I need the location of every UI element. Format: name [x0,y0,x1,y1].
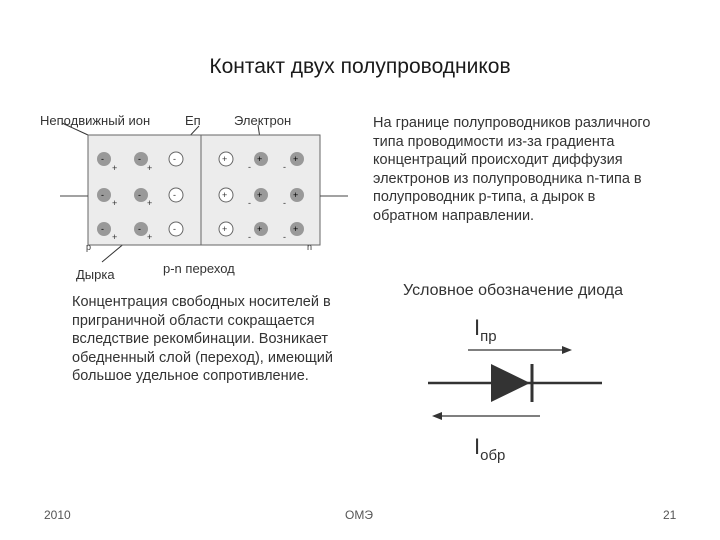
paragraph-line: полупроводник p-типа, а дырок в [373,189,596,205]
paragraph-line: типа проводимости из-за градиента [373,133,615,150]
paragraph-line: На границе полупроводников различного [373,115,651,131]
svg-text:-: - [138,190,141,200]
svg-text:-: - [138,224,141,234]
svg-text:+: + [293,154,299,164]
svg-text:+: + [293,224,299,234]
semiconductor-box [88,135,320,245]
acceptor-ion [97,188,111,202]
svg-text:-: - [173,190,176,200]
svg-text:+: + [293,190,299,200]
svg-text:-: - [283,198,286,208]
acceptor-ion [134,222,148,236]
svg-text:-: - [101,190,104,200]
svg-text:-: - [138,154,141,164]
acceptor-ion [169,188,183,202]
footer-center: ОМЭ [345,508,373,522]
paragraph-line: Концентрация свободных носителей в [72,294,331,310]
junction-label: p-n переход [163,261,235,276]
paragraph-line: обедненный слой (переход), имеющий [72,349,333,366]
svg-text:-: - [173,154,176,164]
paragraph-line: обратном направлении. [373,207,535,224]
svg-text:+: + [257,224,263,234]
left-paragraph [72,293,362,386]
svg-text:-: - [248,232,251,242]
forward-current-label [474,316,497,343]
current-symbol: I [474,315,481,340]
diode-heading: Условное обозначение диода [403,282,623,299]
diode-symbol [428,346,602,420]
paragraph-line: вследствие рекомбинации. Возникает [72,331,329,347]
paragraph-line: приграничной области сокращается [72,312,315,329]
svg-text:+: + [222,154,228,164]
svg-text:+: + [147,232,153,242]
svg-text:+: + [257,154,263,164]
reverse-current-label [474,435,505,462]
svg-text:-: - [248,162,251,172]
current-symbol: I [474,434,481,459]
paragraph-line: концентраций происходит диффузия [373,152,623,168]
svg-text:-: - [283,162,286,172]
current-subscript: обр [480,447,506,464]
svg-text:+: + [222,190,228,200]
svg-text:+: + [222,224,228,234]
svg-text:-: - [101,224,104,234]
hole-label: Дырка [76,267,115,282]
svg-text:-: - [173,224,176,234]
right-paragraph [373,114,673,225]
acceptor-ion [97,222,111,236]
forward-arrow-head [562,346,572,354]
page-number: 21 [663,508,677,522]
acceptor-ion [169,222,183,236]
n-region-label: n [307,242,313,252]
svg-text:+: + [147,198,153,208]
acceptor-ion [97,152,111,166]
slide-title: Контакт двух полупроводников [209,55,511,78]
svg-text:+: + [257,190,263,200]
reverse-arrow-head [432,412,442,420]
svg-text:+: + [147,163,153,173]
acceptor-ion [134,188,148,202]
svg-text:-: - [283,232,286,242]
field-label: Еп [185,113,201,128]
p-region-label: p [86,242,92,252]
svg-text:+: + [112,163,118,173]
svg-text:+: + [112,232,118,242]
footer-year: 2010 [44,508,71,522]
paragraph-line: большое удельное сопротивление. [72,368,309,384]
svg-text:-: - [101,154,104,164]
svg-text:+: + [112,198,118,208]
acceptor-ion [169,152,183,166]
fixed-ion-label: Неподвижный ион [40,113,151,128]
paragraph-line: электронов из полупроводника n-типа в [373,170,642,187]
diode-triangle [491,364,530,402]
svg-text:-: - [248,198,251,208]
current-subscript: пр [480,328,497,345]
acceptor-ion [134,152,148,166]
electron-label: Электрон [234,113,292,128]
